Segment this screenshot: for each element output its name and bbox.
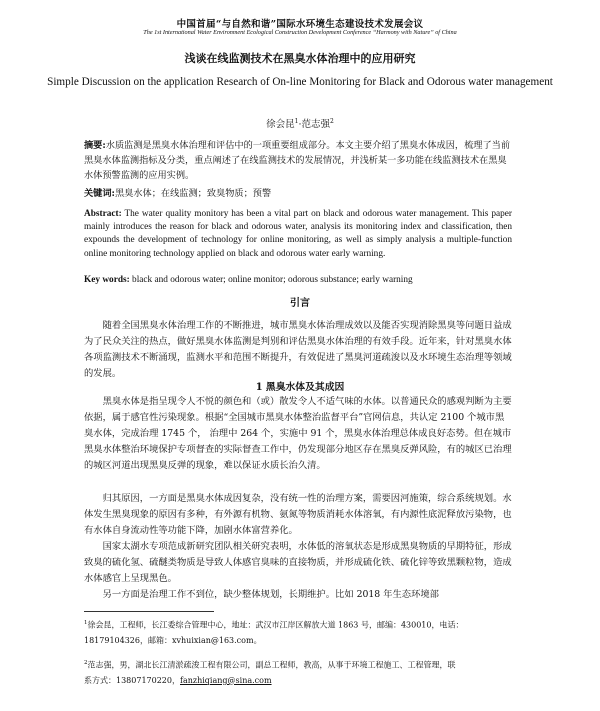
footnote-1-line-1: 徐会昆，工程师，长江委综合管理中心，地址：武汉市江岸区解放大道 1863 号，邮编：430010，电话：	[87, 620, 464, 630]
section-1-paragraph-2: 归其原因，一方面是黑臭水体成因复杂，没有统一性的治理方案，需要因河施策，综合系统规划。水体发生黑臭现象的原因有多种，有外源有机物、氨氮等物质消耗水体溶氧，有内源性底泥释放污染物，也有水体自身流动性等功能下降，加剧水体富营养化。	[84, 493, 512, 537]
footnote-1-sup: 1	[84, 620, 88, 626]
author-2-sup: 2	[330, 117, 334, 125]
abstract-cn-text: 水质监测是黑臭水体治理和评估中的一项重要组成部分。本文主要介绍了黑臭水体成因，梳理了当前黑臭水体监测指标及分类，重点阐述了在线监测技术的发展情况，并浅析某一多功能在线监测技术在黑臭水体预警监测的应用实例。	[84, 140, 511, 182]
abstract-cn	[84, 138, 512, 184]
keywords-en-label: Key words:	[84, 275, 130, 285]
author-1: 徐会昆	[266, 119, 295, 130]
abstract-en-label: Abstract:	[84, 209, 122, 219]
footnote-2-line-1: 范志强，男，湖北长江清淤疏浚工程有限公司，副总工程师，教高，从事于环境工程施工、工程管理，联	[87, 660, 456, 670]
abstract-cn-label: 摘要:	[84, 140, 106, 151]
keywords-en-text: black and odorous water; online monitor; odorous substance; early warning	[132, 275, 413, 285]
paper-title-cn: 浅谈在线监测技术在黑臭水体治理中的应用研究	[184, 52, 416, 65]
keywords-cn-label: 关键词:	[84, 188, 115, 199]
conference-header-cn: 中国首届“与自然和谐”国际水环境生态建设技术发展会议	[176, 19, 424, 30]
keywords-cn	[84, 186, 512, 201]
keywords-en	[84, 274, 512, 287]
author-separator: ·	[298, 119, 302, 130]
paper-title-en: Simple Discussion on the application Research of On-line Monitoring for Black and Odorous water management	[47, 76, 553, 88]
abstract-en	[84, 208, 512, 261]
section-1-heading: 1 黑臭水体及其成因	[255, 382, 345, 393]
footnote-2-line-2: 系方式：13807170220，	[84, 675, 180, 685]
author-line	[0, 116, 600, 130]
conference-header-en: The 1st International Water Environment Ecological Construction Development Conference “Harmony with Nature” of China	[143, 29, 457, 36]
footnote-2-sup: 2	[84, 660, 88, 666]
section-1-paragraph-4: 另一方面是治理工作不到位，缺少整体规划，长期维护。比如 2018 年生态环境部	[102, 589, 439, 600]
abstract-en-text: The water quality monitory has been a vital part on black and odorous water management. This paper mainly introduces the reason for black and odorous water, analysis its monitoring index and classification, then expounds the development of technology for online monitoring, as well as simply analysis a multiple-function online monitoring technology applied on black and odorous water early warning.	[84, 209, 512, 259]
section-1-paragraph-1: 黑臭水体是指呈现令人不悦的颜色和（或）散发令人不适气味的水体。以普通民众的感观判断为主要依据，属于感官性污染现象。根据“全国城市黑臭水体整治监督平台”官网信息，共认定 2100 个城市黑臭水体，完成治理 1745 个， 治理中 264 个，实施中 91 个，黑臭水体治理总体成良好态势。但在城市黑臭水体整治环境保护专项督查的实际督查工作中，仍发现部分地区存在黑臭反弹风险，有的城区已治理的城区河道出现黑臭反弹的现象，难以保证水质长治久清。	[84, 396, 512, 472]
keywords-cn-text: 黑臭水体；在线监测；致臭物质；预警	[114, 188, 272, 199]
intro-heading: 引言	[290, 298, 310, 309]
author-1-sup: 1	[294, 117, 299, 125]
footnote-2-email-link[interactable]: fanzhiqiang@sina.com	[180, 675, 272, 685]
intro-paragraph: 随着全国黑臭水体治理工作的不断推进，城市黑臭水体治理成效以及能否实现消除黑臭等问题日益成为了民众关注的热点，做好黑臭水体监测是判别和评估黑臭水体治理的有效手段。近年来，针对黑臭水体各项监测技术不断涌现，监测水平和范围不断提升，有效促进了黑臭河道疏浚以及水环境生态治理等领域的发展。	[84, 320, 512, 379]
footnote-1	[84, 616, 512, 648]
footnote-2	[84, 656, 512, 688]
author-2: 范志强	[301, 119, 331, 130]
footnote-rule	[84, 611, 214, 612]
section-1-paragraph-3: 国家太湖水专项范成新研究团队相关研究表明，水体低的溶氧状态是形成黑臭物质的早期特征，形成致臭的硫化氢、硫醚类物质是导致人体感官臭味的直接物质，并形成硫化铁、硫化锌等致黑颗粒物，造成水体感官上呈现黑色。	[84, 541, 512, 585]
footnote-1-line-2: 18179104326，邮箱：xvhuixian@163.com。	[84, 635, 262, 645]
